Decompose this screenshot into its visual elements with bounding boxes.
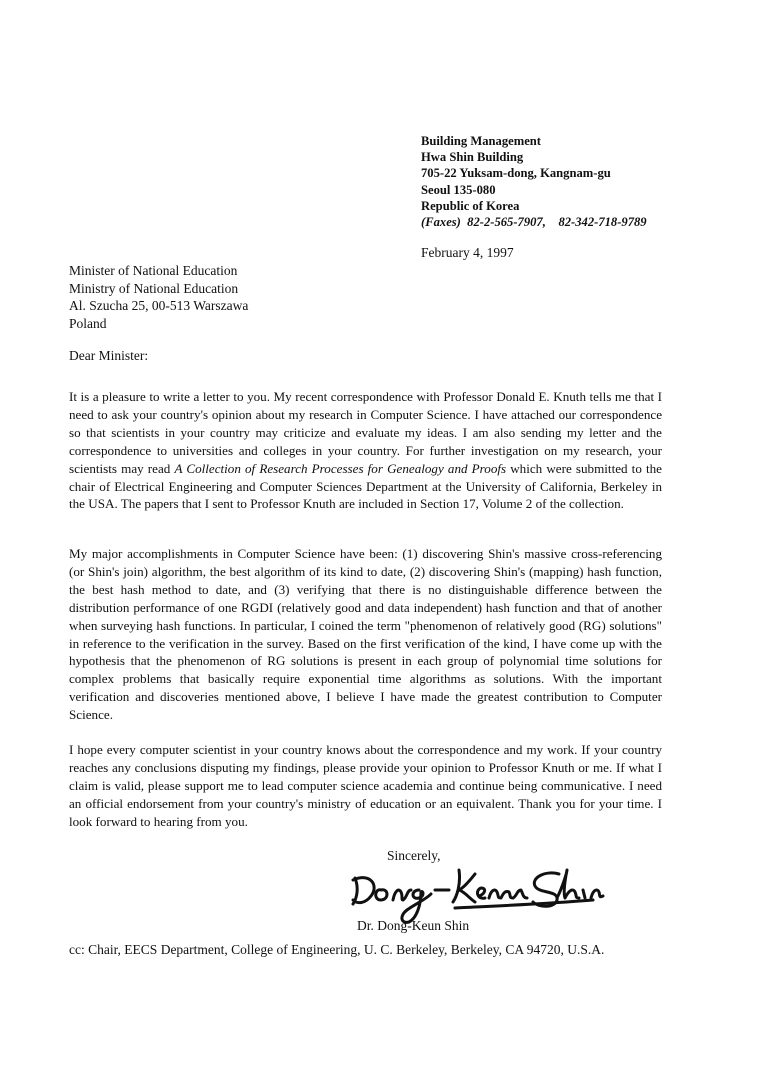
p1-text-b: which were submitted to the chair of Electrical Engineering and Computer Sciences Department at the University of California, Berkeley in the USA. The papers that I sent to Professor Knuth are included in Section 17, Volume 2 of the collection. bbox=[69, 460, 662, 512]
body-paragraph-1 bbox=[69, 388, 662, 513]
salutation: Dear Minister: bbox=[69, 348, 149, 363]
sender-line-1: Building Management bbox=[421, 134, 542, 148]
sender-line-2: Hwa Shin Building bbox=[421, 150, 524, 165]
recipient-line-3: Al. Szucha 25, 00-513 Warszawa bbox=[69, 298, 249, 313]
letter-date: February 4, 1997 bbox=[421, 245, 514, 260]
recipient-line-1: Minister of National Education bbox=[69, 263, 238, 278]
body-paragraph-3: I hope every computer scientist in your country knows about the correspondence and my work. If your country reaches any conclusions disputing my findings, please provide your opinion to Professor Knuth or me. If what I claim is valid, please support me to lead computer science academia and continue being communicative. I need an official endorsement from your country's ministry of education or an equivalent. Thank you for your time. I look forward to hearing from you. bbox=[69, 742, 662, 829]
cc-line: cc: Chair, EECS Department, College of Engineering, U. C. Berkeley, Berkeley, CA 94720, U.S.A. bbox=[69, 942, 605, 957]
sender-fax-line bbox=[421, 214, 741, 230]
sender-line-4: Seoul 135-080 bbox=[421, 182, 496, 197]
fax-numbers: 82-2-565-7907, 82-342-718-9789 bbox=[467, 215, 647, 230]
signer-name: Dr. Dong-Keun Shin bbox=[357, 918, 470, 933]
sender-address-block bbox=[421, 133, 741, 230]
sender-line-5: Republic of Korea bbox=[421, 198, 520, 213]
recipient-line-4: Poland bbox=[69, 315, 107, 331]
p1-collection-title: A Collection of Research Processes for Genealogy and Proofs bbox=[174, 460, 507, 476]
p1-text-a: It is a pleasure to write a letter to you. My recent correspondence with Professor Donald E. Knuth tells me that I need to ask your country's opinion about my research in Computer Science. I have attached our correspondence so that scientists in your country may criticize and evaluate my ideas. I am also sending my letter and the correspondence to universities and colleges in your country. For further investigation on my research, your scientists may read bbox=[69, 389, 662, 476]
closing: Sincerely, bbox=[387, 848, 441, 863]
recipient-line-2: Ministry of National Education bbox=[69, 280, 239, 296]
sender-line-3: 705-22 Yuksam-dong, Kangnam-gu bbox=[421, 166, 611, 181]
body-paragraph-2: My major accomplishments in Computer Science have been: (1) discovering Shin's massive cross-referencing (or Shin's join) algorithm, the best algorithm of its kind to date, (2) discovering Shin's (mapping) hash function, the best hash method to date, and (3) verifying that there is no distinguishable difference between the distribution performance of one RGDI (relatively good and data independent) hash function and that of another when surveying hash functions. In particular, I coined the term "phenomenon of relatively good (RG) solutions" in reference to the verification in the survey. Based on the first verification of the kind, I have come up with the hypothesis that the phenomenon of RG solutions is present in each group of polynomial time solutions for complex problems that basically require exponential time algorithms as solutions. With the important verification and discoveries mentioned above, I believe I have made the greatest contribution to Computer Science. bbox=[69, 546, 662, 723]
recipient-address-block bbox=[69, 262, 389, 332]
fax-label: (Faxes) bbox=[421, 215, 461, 230]
